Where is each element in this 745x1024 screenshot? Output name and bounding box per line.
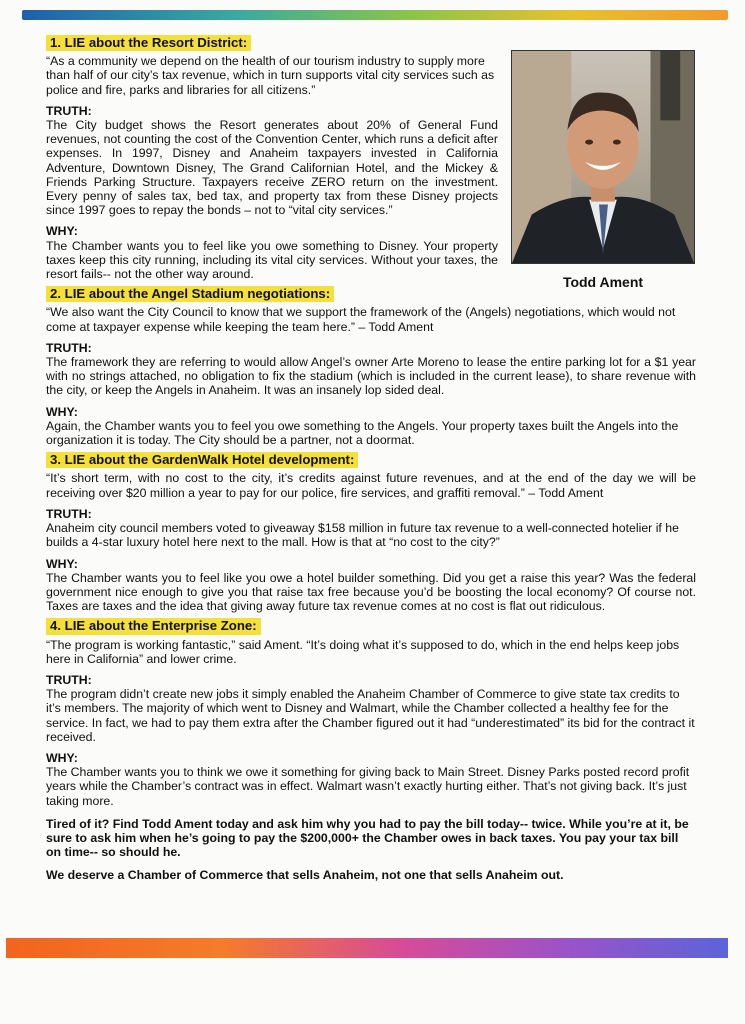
truth-text: The program didn’t create new jobs it simply enabled the Anaheim Chamber of Commerce to give state tax credits to it’s members. The majority of which went to Disney and Walmart, while the Chamber collected a healthy fee for the service. In fact, we had to pay them extra after the Chamber figured out it had “underestimated” its bid for the contract it received. [46,687,695,744]
section-heading: 1. LIE about the Resort District: [46,35,251,51]
article-body [46,30,696,883]
why-label: WHY: [46,750,78,765]
truth-label: TRUTH: [46,103,92,118]
section-quote: “It’s short term, with no cost to the city, it’s credits against future revenues, and at the end of the day we will be receiving over $20 million a year to pay for our police, fire services, and graffiti removal.” – Todd Ament [46,471,696,500]
why-text: Again, the Chamber wants you to feel you owe something to the Angels. Your property taxes built the Angels into the organization it is today. The City should be a partner, not a doormat. [46,418,679,448]
top-color-bar [22,10,728,20]
why-label: WHY: [46,404,78,419]
section-heading: 3. LIE about the GardenWalk Hotel development: [46,452,358,468]
why-text: The Chamber wants you to feel like you owe a hotel builder something. Did you get a raise this year? Was the federal government nice enough to give you that raise tax free because you’d be boosting the local economy? Of course not. Taxes are taxes and the idea that giving away future tax revenue comes at no cost is flat out ridiculous. [46,570,696,614]
truth-label: TRUTH: [46,340,92,355]
section-enterprise-zone [46,618,696,807]
section-quote: “We also want the City Council to know that we support the framework of the (Angels) negotiations, which would not come at taxpayer expense while keeping the team here.” – Todd Ament [46,305,676,334]
section-quote: “The program is working fantastic,” said Ament. “It’s doing what it’s supposed to do, which in the end helps keep jobs here in California” and lower crime. [46,637,680,666]
section-quote: “As a community we depend on the health of our tourism industry to supply more than half of our city’s tax revenue, which in turn supports vital city services such as police and fire, parks and libraries for all citizens.” [46,54,495,97]
truth-text: Anaheim city council members voted to giveaway $158 million in future tax revenue to a well-connected hotelier if he builds a 4-star luxury hotel here next to the mall. How is that at “no cost to the city?” [46,521,679,550]
why-text: The Chamber wants you to feel like you owe something to Disney. Your property taxes keep this city running, including its vital city services. Without your taxes, the resort fails-- not the other way around. [46,238,498,282]
truth-label: TRUTH: [46,506,92,521]
section-resort-district [46,35,696,281]
section-heading: 2. LIE about the Angel Stadium negotiations: [46,286,334,302]
why-text: The Chamber wants you to think we owe it something for giving back to Main Street. Disney Parks posted record profit years while the Chamber’s contract was in effect. Walmart wasn’t exactly hurting either. That’s not giving back. It’s just taking more. [46,765,690,808]
truth-label: TRUTH: [46,672,92,687]
closing-statement: We deserve a Chamber of Commerce that sells Anaheim, not one that sells Anaheim out. [46,868,564,883]
section-heading: 4. LIE about the Enterprise Zone: [46,618,261,634]
section-gardenwalk-hotel [46,452,696,613]
truth-text: The framework they are referring to would allow Angel’s owner Arte Moreno to lease the entire parking lot for a $1 year with no strings attached, no obligation to fix the stadium (which is included in the current lease), to share revenue with the city, or keep the Angels in Anaheim. It was an insanely lop sided deal. [46,355,696,398]
photo-caption: Todd Ament [562,274,644,290]
why-label: WHY: [46,556,78,571]
bottom-color-bar [6,938,728,958]
why-label: WHY: [46,224,78,239]
section-angel-stadium [46,286,696,447]
truth-text: The City budget shows the Resort generates about 20% of General Fund revenues, not counting the cost of the Convention Center, which runs a deficit after expenses. In 1997, Disney and Anaheim taxpayers invested in California Adventure, Downtown Disney, The Grand Californian Hotel, and the Mickey & Friends Parking Structure. Taxpayers receive ZERO return on the investment. Every penny of sales tax, bed tax, and property tax from these Disney projects since 1997 goes to repay the bonds – not to “vital city services.” [46,118,498,218]
closing-call-to-action: Tired of it? Find Todd Ament today and ask him why you had to pay the bill today-- twice. While you’re at it, be sure to ask him when he’s going to pay the $200,000+ the Chamber owes in back taxes. You pay your tax bill on time-- so should he. [46,816,689,860]
